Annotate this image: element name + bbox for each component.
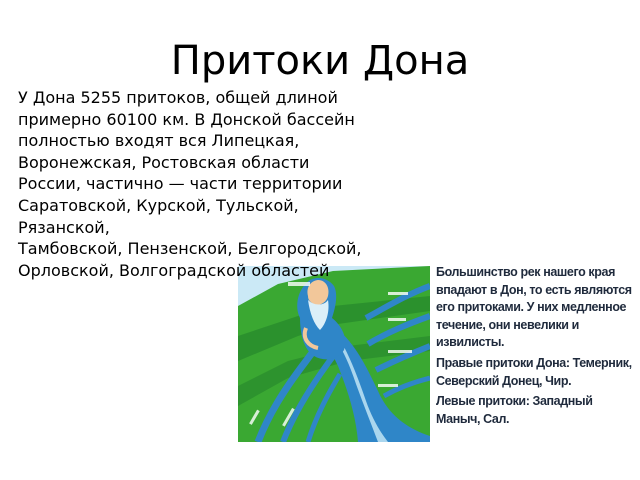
slide-title: Притоки Дона bbox=[170, 38, 470, 84]
caption-right-tributaries: Правые притоки Дона: Темерник, Северский Донец, Чир. bbox=[436, 355, 632, 388]
caption-left-tributaries: Левые притоки: Западный Маныч, Сал. bbox=[436, 394, 593, 426]
don-tributaries-illustration bbox=[238, 266, 430, 442]
tributaries-caption bbox=[436, 264, 636, 431]
body-text: У Дона 5255 притоков, общей длиной примерно 60100 км. В Донской бассейн полностью входят вся Липецкая, Воронежская, Ростовская области России, частично — части территории Саратовской, Курской, Тульской, Рязанской, Тамбовской, Пензенской, Белгородской, Орловской, Волгоградской областей bbox=[18, 88, 362, 280]
caption-intro: Большинство рек нашего края впадают в Дон, то есть являются его притоками. У них медленное течение, они невелики и извилисты. bbox=[436, 265, 632, 350]
